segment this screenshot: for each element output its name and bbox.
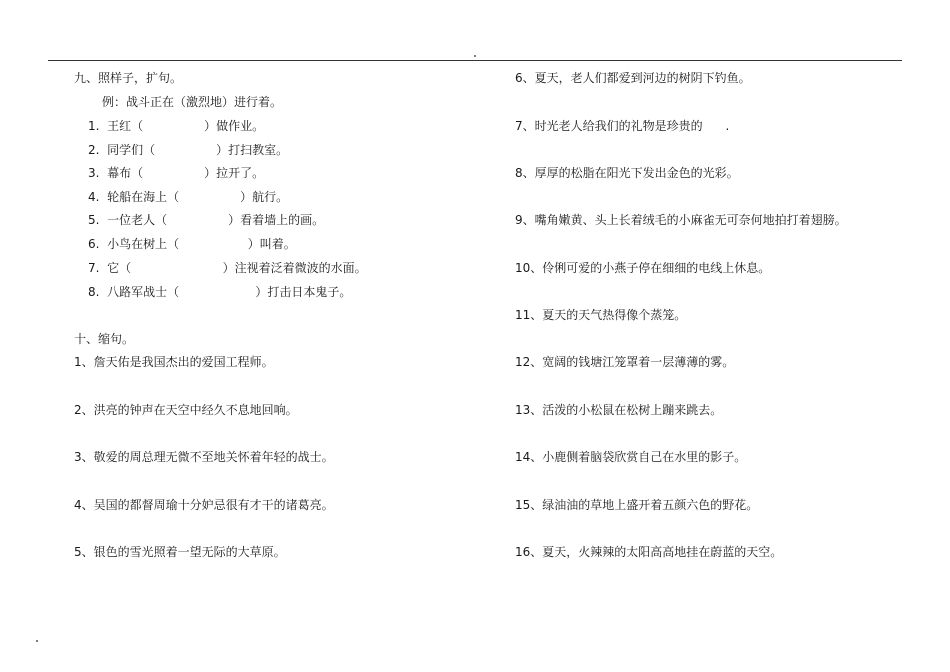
expand-item: 3. 幕布（ ）拉开了。 bbox=[88, 166, 265, 180]
expand-item: 4. 轮船在海上（ ）航行。 bbox=[88, 190, 289, 204]
shrink-item: 2、洪亮的钟声在天空中经久不息地回响。 bbox=[74, 403, 298, 417]
expand-item: 1. 王红（ ）做作业。 bbox=[88, 119, 265, 133]
shrink-item: 12、宽阔的钱塘江笼罩着一层薄薄的雾。 bbox=[515, 355, 735, 369]
shrink-item: 8、厚厚的松脂在阳光下发出金色的光彩。 bbox=[515, 166, 739, 180]
shrink-item: 9、嘴角嫩黄、头上长着绒毛的小麻雀无可奈何地拍打着翅膀。 bbox=[515, 213, 847, 227]
expand-item: 6. 小鸟在树上（ ）叫着。 bbox=[88, 237, 296, 251]
expand-item: 7. 它（ ）注视着泛着微波的水面。 bbox=[88, 261, 367, 275]
shrink-item: 5、银色的雪光照着一望无际的大草原。 bbox=[74, 545, 286, 559]
shrink-item: 7、时光老人给我们的礼物是珍贵的 . bbox=[515, 119, 730, 133]
shrink-item: 14、小鹿侧着脑袋欣赏自己在水里的影子。 bbox=[515, 450, 747, 464]
expand-item: 2. 同学们（ ）打扫教室。 bbox=[88, 143, 289, 157]
shrink-item: 11、夏天的天气热得像个蒸笼。 bbox=[515, 308, 687, 322]
section9-heading: 九、照样子，扩句。 bbox=[74, 71, 183, 85]
shrink-item: 13、活泼的小松鼠在松树上蹦来跳去。 bbox=[515, 403, 723, 417]
shrink-item: 15、绿油油的草地上盛开着五颜六色的野花。 bbox=[515, 498, 759, 512]
expand-item: 5. 一位老人（ ）看着墙上的画。 bbox=[88, 213, 325, 227]
section10-heading: 十、缩句。 bbox=[74, 332, 135, 346]
shrink-item: 4、吴国的都督周瑜十分妒忌很有才干的诸葛亮。 bbox=[74, 498, 334, 512]
shrink-item: 16、夏天，火辣辣的太阳高高地挂在蔚蓝的天空。 bbox=[515, 545, 783, 559]
section9-example: 例：战斗正在（激烈地）进行着。 bbox=[102, 95, 283, 109]
expand-item: 8. 八路军战士（ ）打击日本鬼子。 bbox=[88, 285, 352, 299]
shrink-item: 3、敬爱的周总理无微不至地关怀着年轻的战士。 bbox=[74, 450, 334, 464]
shrink-item: 10、伶俐可爱的小燕子停在细细的电线上休息。 bbox=[515, 261, 771, 275]
shrink-item: 6、夏天，老人们都爱到河边的树阴下钓鱼。 bbox=[515, 71, 751, 85]
shrink-item: 1、詹天佑是我国杰出的爱国工程师。 bbox=[74, 355, 274, 369]
